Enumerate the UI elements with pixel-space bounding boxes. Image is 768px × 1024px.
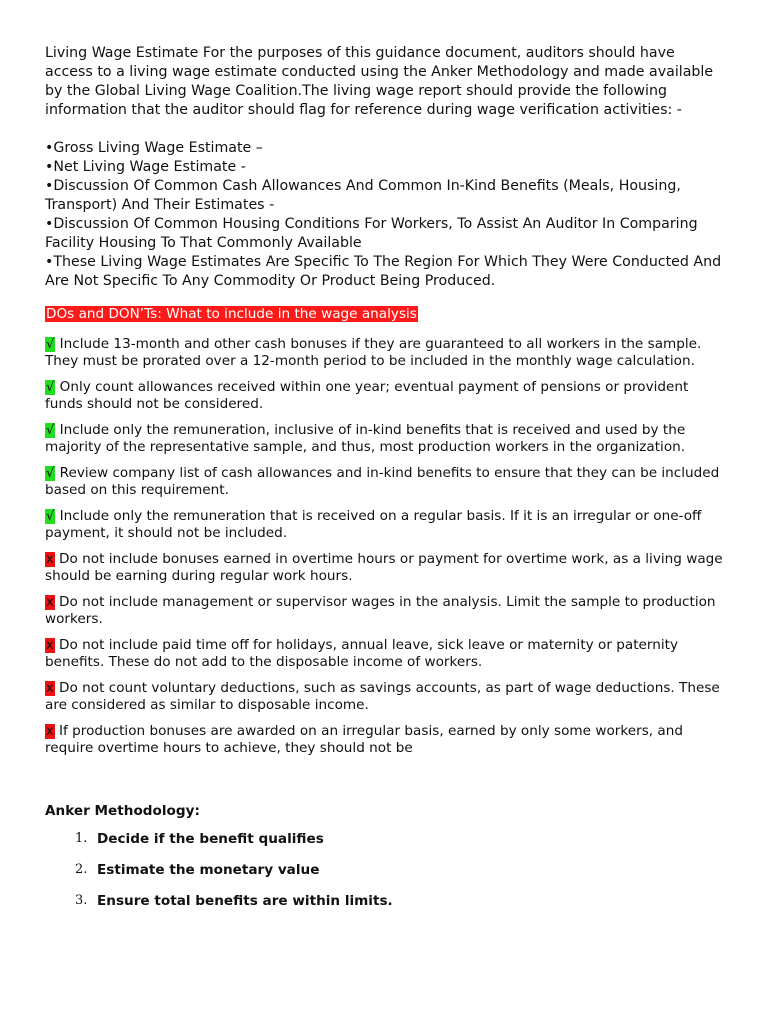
do-text: Include only the remuneration that is received on a regular basis. If it is an irregular or one-off payment, it should not be included. [45,508,702,541]
donts-list [45,551,725,757]
list-item: •These Living Wage Estimates Are Specific To The Region For Which They Were Conducted And Are Not Specific To Any Commodity Or Product Being Produced. [45,254,722,289]
check-icon: √ [46,466,55,481]
dont-text: If production bonuses are awarded on an irregular basis, earned by only some workers, and require overtime hours to achieve, they should not be [45,723,683,756]
dont-text: Do not count voluntary deductions, such as savings accounts, as part of wage deductions. These are considered as similar to disposable income. [45,680,720,713]
check-icon: √ [46,423,55,438]
list-item: •Net Living Wage Estimate - [45,159,246,175]
step-text: Estimate the monetary value [97,862,320,878]
methodology-heading: Anker Methodology: [45,803,200,819]
do-text: Only count allowances received within one year; eventual payment of pensions or provident funds should not be considered. [45,379,689,412]
check-icon: √ [46,509,55,524]
dont-item [45,680,725,714]
step-item [45,862,725,878]
dont-item [45,594,725,628]
do-item [45,379,725,413]
list-item: •Discussion Of Common Cash Allowances And Common In-Kind Benefits (Meals, Housing, Transport) And Their Estimates - [45,178,681,213]
do-item [45,336,725,370]
list-item: •Discussion Of Common Housing Conditions For Workers, To Assist An Auditor In Comparing Facility Housing To That Commonly Available [45,216,698,251]
cross-icon: x [46,595,54,610]
step-number: 3. [75,893,88,908]
do-item [45,465,725,499]
dont-item [45,551,725,585]
do-item [45,422,725,456]
dont-text: Do not include paid time off for holidays, annual leave, sick leave or maternity or paternity benefits. These do not add to the disposable income of workers. [45,637,679,670]
step-text: Ensure total benefits are within limits. [97,893,393,909]
check-icon: √ [46,337,55,352]
intro-paragraph: Living Wage Estimate For the purposes of this guidance document, auditors should have access to a living wage estimate conducted using the Anker Methodology and made available by the Global Living Wage Coalition.The living wage report should provide the following information that the auditor should flag for reference during wage verification activities: - [45,45,714,118]
cross-icon: x [46,638,54,653]
cross-icon: x [46,552,54,567]
methodology-steps [45,831,725,909]
step-number: 2. [75,862,88,877]
dos-list [45,336,725,542]
dont-item [45,637,725,671]
step-item [45,831,725,847]
report-info-list [45,139,725,291]
dont-item [45,723,725,757]
step-item [45,893,725,909]
step-number: 1. [75,831,88,846]
do-text: Include only the remuneration, inclusive of in-kind benefits that is received and used by the majority of the representative sample, and thus, most production workers in the organization. [45,422,686,455]
document-page [45,44,725,924]
cross-icon: x [46,724,54,739]
do-item [45,508,725,542]
do-text: Include 13-month and other cash bonuses if they are guaranteed to all workers in the sample. They must be prorated over a 12-month period to be included in the monthly wage calculation. [45,336,702,369]
do-text: Review company list of cash allowances and in-kind benefits to ensure that they can be included based on this requirement. [45,465,720,498]
step-text: Decide if the benefit qualifies [97,831,324,847]
dos-donts-heading: DOs and DON’Ts: What to include in the wage analysis [46,306,417,322]
dont-text: Do not include bonuses earned in overtime hours or payment for overtime work, as a living wage should be earning during regular work hours. [45,551,723,584]
list-item: •Gross Living Wage Estimate – [45,140,263,156]
cross-icon: x [46,681,54,696]
dont-text: Do not include management or supervisor wages in the analysis. Limit the sample to production workers. [45,594,716,627]
check-icon: √ [46,380,55,395]
